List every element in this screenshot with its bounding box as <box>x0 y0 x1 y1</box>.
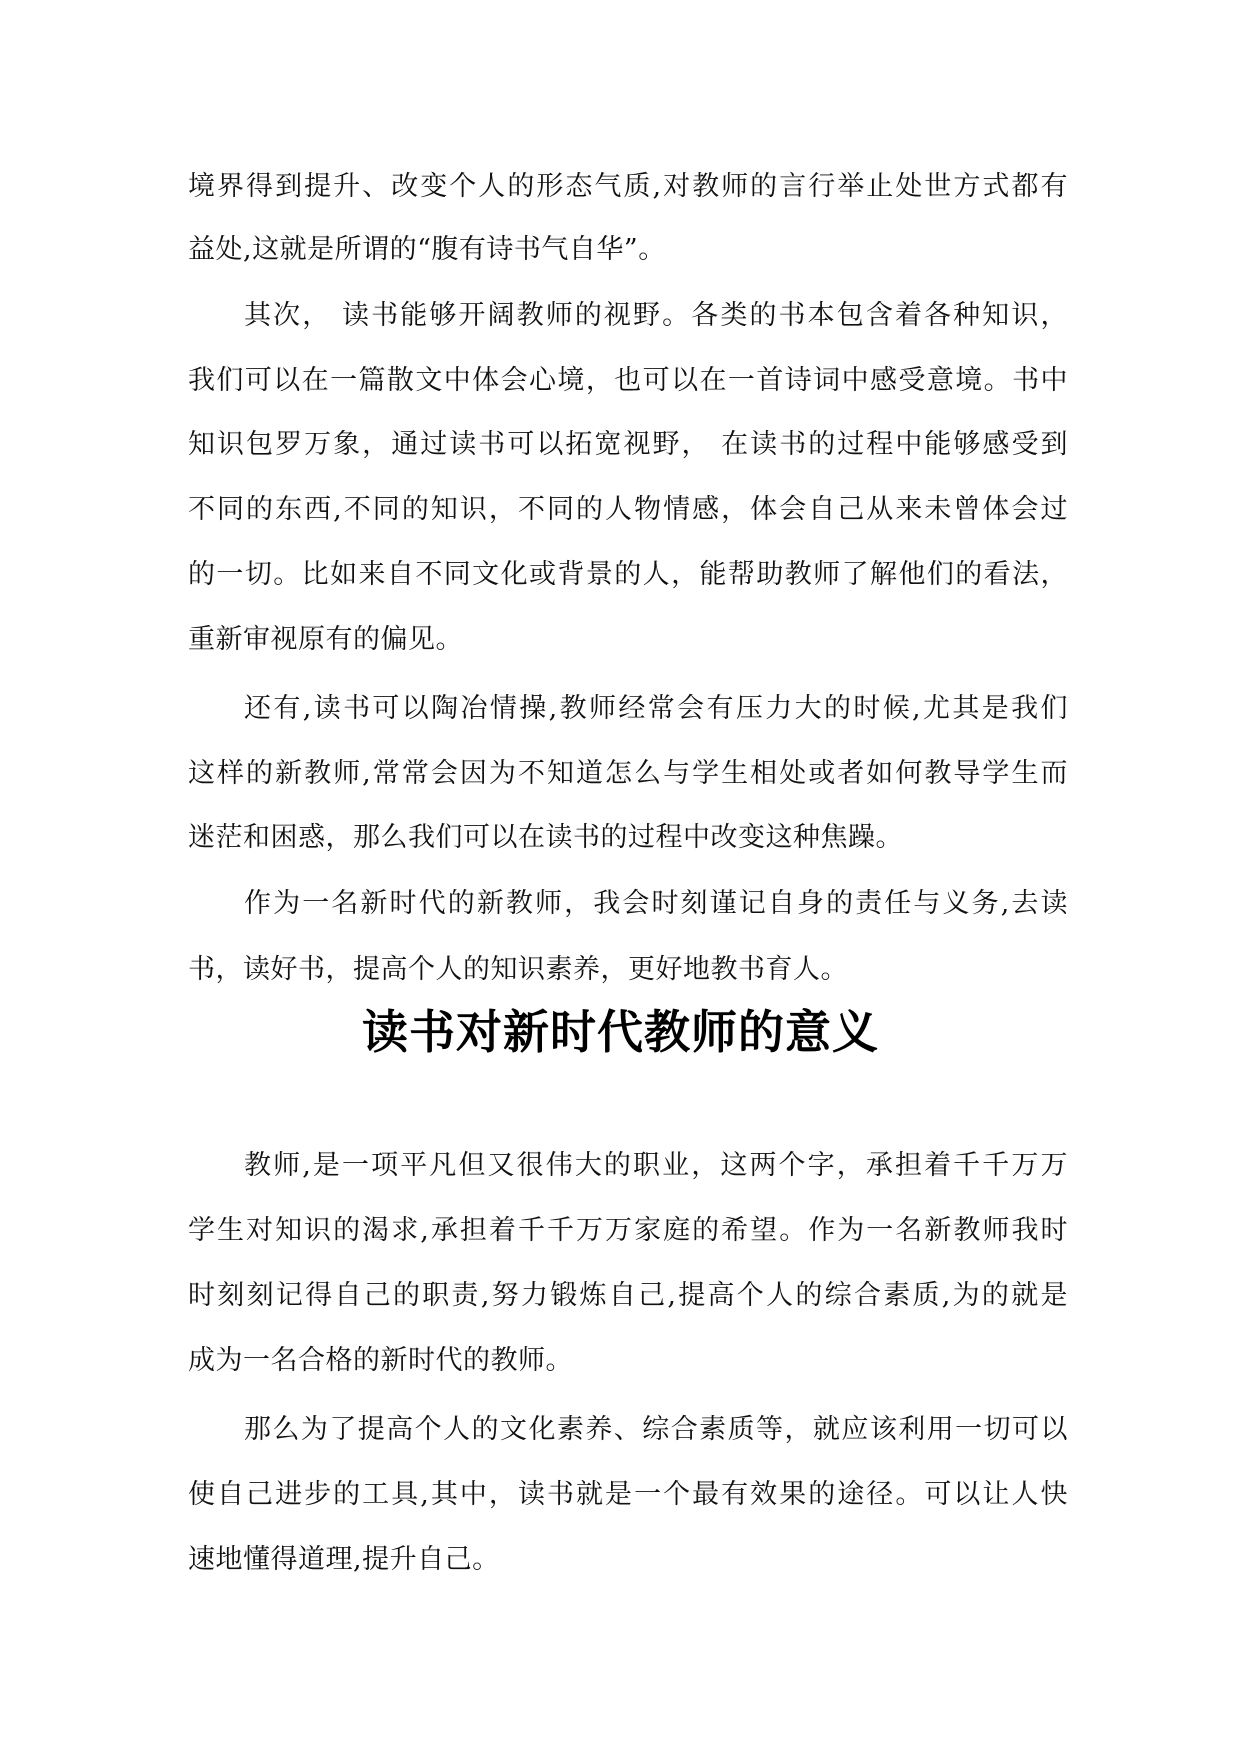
paragraph-line: 境界得到提升、改变个人的形态气质,对教师的言行举止处世方式都有 <box>188 171 1068 202</box>
paragraph-line: 时刻刻记得自己的职责,努力锻炼自己,提高个人的综合素质,为的就是 <box>188 1280 1068 1311</box>
paragraph-line: 迷茫和困惑，那么我们可以在读书的过程中改变这种焦躁。 <box>188 822 903 853</box>
paragraph-line: 还有,读书可以陶冶情操,教师经常会有压力大的时候,尤其是我们 <box>244 693 1068 724</box>
paragraph-line: 益处,这就是所谓的“腹有诗书气自华”。 <box>188 234 666 265</box>
paragraph-line: 书，读好书，提高个人的知识素养，更好地教书育人。 <box>188 954 848 985</box>
paragraph-line: 学生对知识的渴求,承担着千千万万家庭的希望。作为一名新教师我时 <box>188 1215 1068 1246</box>
paragraph-line: 那么为了提高个人的文化素养、综合素质等，就应该利用一切可以 <box>244 1414 1068 1445</box>
paragraph-line: 教师,是一项平凡但又很伟大的职业，这两个字，承担着千千万万 <box>244 1150 1068 1181</box>
paragraph-line: 重新审视原有的偏见。 <box>188 624 463 655</box>
paragraph-line: 作为一名新时代的新教师，我会时刻谨记自身的责任与义务,去读 <box>244 888 1068 919</box>
paragraph-line: 的一切。比如来自不同文化或背景的人，能帮助教师了解他们的看法， <box>188 559 1068 590</box>
paragraph-line: 不同的东西,不同的知识，不同的人物情感，体会自己从来未曾体会过 <box>188 494 1068 525</box>
paragraph-line: 其次， 读书能够开阔教师的视野。各类的书本包含着各种知识， <box>244 300 1068 331</box>
paragraph-line: 我们可以在一篇散文中体会心境，也可以在一首诗词中感受意境。书中 <box>188 365 1068 396</box>
paragraph-line: 成为一名合格的新时代的教师。 <box>188 1345 573 1376</box>
paragraph-line: 速地懂得道理,提升自己。 <box>188 1544 500 1575</box>
paragraph-line: 使自己进步的工具,其中，读书就是一个最有效果的途径。可以让人快 <box>188 1479 1068 1510</box>
paragraph-line: 知识包罗万象，通过读书可以拓宽视野， 在读书的过程中能够感受到 <box>188 429 1068 460</box>
document-title: 读书对新时代教师的意义 <box>362 1005 879 1059</box>
paragraph-line: 这样的新教师,常常会因为不知道怎么与学生相处或者如何教导学生而 <box>188 758 1068 789</box>
